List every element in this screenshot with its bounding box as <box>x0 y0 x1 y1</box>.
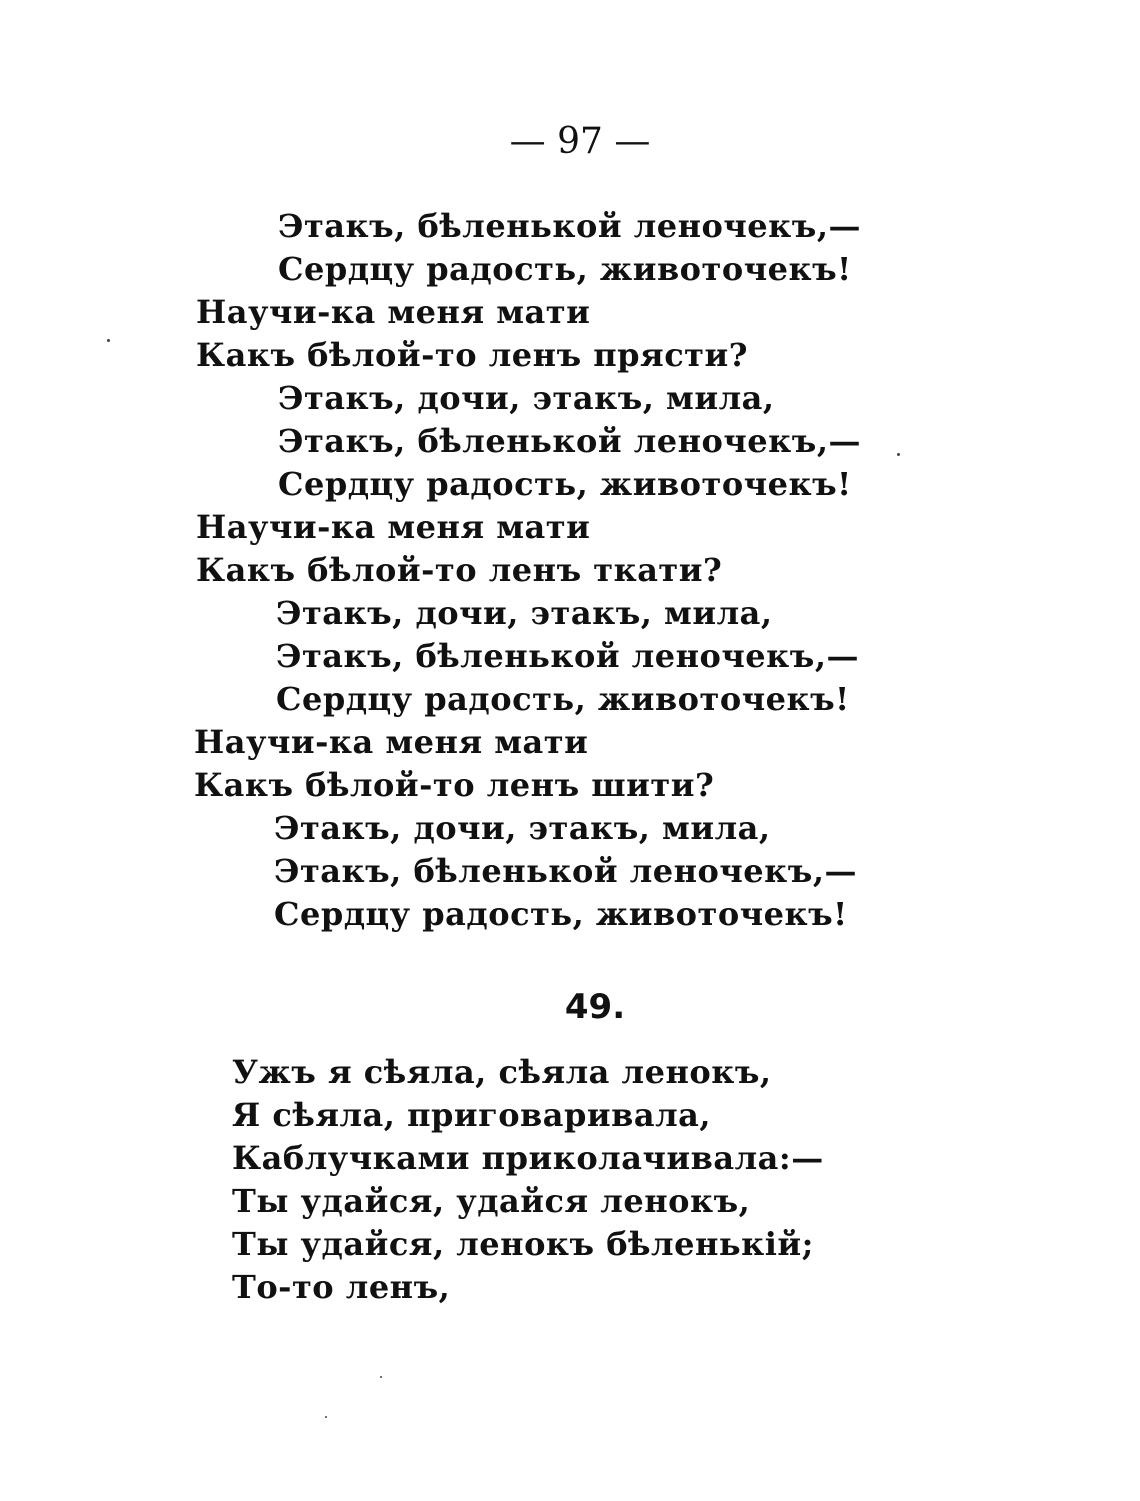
poem-line: Научи-ка меня мати <box>196 508 591 546</box>
poem-line: Какъ бѣлой-то ленъ ткати? <box>196 551 723 589</box>
paper-speck <box>380 1376 382 1378</box>
poem-line: Какъ бѣлой-то ленъ прясти? <box>196 336 748 374</box>
paper-speck <box>325 1416 327 1418</box>
poem-line: Этакъ, дочи, этакъ, мила, <box>274 809 771 847</box>
poem-line: Какъ бѣлой-то ленъ шити? <box>194 766 715 804</box>
poem-line: Ты удайся, ленокъ бѣленькій; <box>232 1225 814 1263</box>
poem-line: Этакъ, бѣленькой леночекъ,— <box>276 637 859 675</box>
poem-line: Научи-ка меня мати <box>194 723 589 761</box>
song-number: 49. <box>564 987 626 1027</box>
poem-line: Ты удайся, удайся ленокъ, <box>232 1182 751 1220</box>
paper-speck <box>107 339 110 342</box>
poem-line: Я сѣяла, приговаривала, <box>232 1096 712 1134</box>
poem-line: Сердцу радость, животочекъ! <box>278 250 852 288</box>
page-number: — 97 — <box>509 121 651 162</box>
poem-line: Каблучками приколачивала:— <box>232 1139 824 1177</box>
poem-line: Сердцу радость, животочекъ! <box>274 895 848 933</box>
poem-line: Этакъ, бѣленькой леночекъ,— <box>278 422 861 460</box>
poem-line: Научи-ка меня мати <box>196 293 591 331</box>
poem-line: Этакъ, дочи, этакъ, мила, <box>278 379 775 417</box>
paper-speck <box>897 453 900 456</box>
poem-line: Этакъ, бѣленькой леночекъ,— <box>274 852 857 890</box>
poem-line: Этакъ, дочи, этакъ, мила, <box>276 594 773 632</box>
poem-line: Этакъ, бѣленькой леночекъ,— <box>278 207 861 245</box>
poem-line: Сердцу радость, животочекъ! <box>278 465 852 503</box>
poem-line: То-то ленъ, <box>232 1268 451 1306</box>
poem-line: Сердцу радость, животочекъ! <box>276 680 850 718</box>
poem-line: Ужъ я сѣяла, сѣяла ленокъ, <box>232 1053 772 1091</box>
